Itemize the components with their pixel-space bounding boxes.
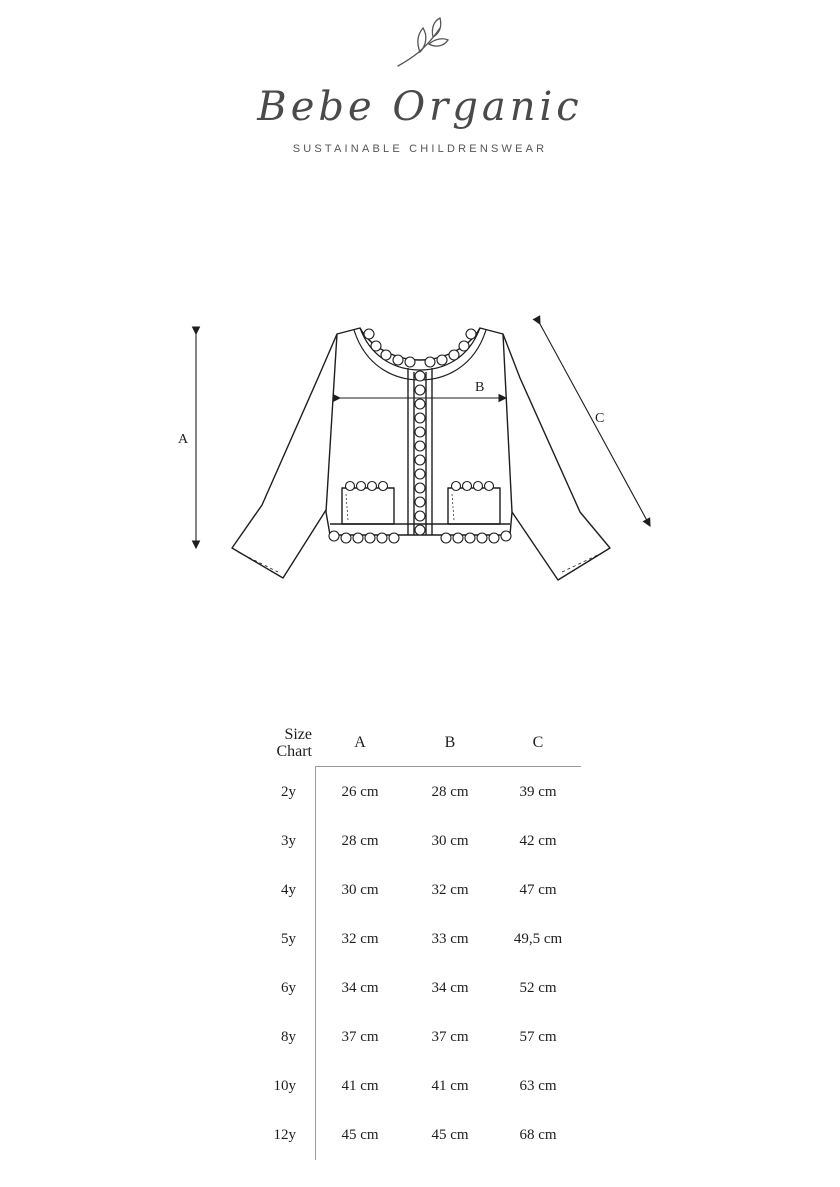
cell-b: 41 cm — [431, 1078, 469, 1094]
cell-b: 45 cm — [431, 1127, 469, 1143]
label-b: B — [475, 380, 485, 395]
leaf-sprig-icon — [398, 18, 448, 66]
label-a: A — [178, 432, 189, 447]
cell-c: 47 cm — [519, 882, 557, 898]
row-size: 2y — [281, 784, 296, 800]
cell-c: 39 cm — [519, 784, 557, 800]
table-row — [250, 833, 590, 853]
cell-b: 30 cm — [431, 833, 469, 849]
brand-tagline: SUSTAINABLE CHILDRENSWEAR — [292, 143, 548, 155]
row-size: 5y — [281, 931, 296, 947]
cell-a: 26 cm — [341, 784, 379, 800]
cell-c: 57 cm — [519, 1029, 557, 1045]
column-header-a: A — [354, 734, 366, 751]
row-size: 10y — [273, 1078, 296, 1094]
cell-b: 28 cm — [431, 784, 469, 800]
table-row — [250, 784, 590, 804]
cell-c: 63 cm — [519, 1078, 557, 1094]
row-size: 6y — [281, 980, 296, 996]
table-row — [250, 980, 590, 1000]
garment-sketch — [0, 300, 840, 620]
cell-c: 52 cm — [519, 980, 557, 996]
cell-a: 45 cm — [341, 1127, 379, 1143]
column-header-c: C — [532, 734, 544, 751]
cell-c: 49,5 cm — [513, 931, 563, 947]
row-size: 4y — [281, 882, 296, 898]
table-row — [250, 1029, 590, 1049]
cell-a: 28 cm — [341, 833, 379, 849]
table-row — [250, 931, 590, 951]
cell-b: 33 cm — [431, 931, 469, 947]
cell-c: 42 cm — [519, 833, 557, 849]
table-row — [250, 882, 590, 902]
cell-a: 37 cm — [341, 1029, 379, 1045]
column-header-b: B — [444, 734, 456, 751]
table-row — [250, 1078, 590, 1098]
cell-a: 41 cm — [341, 1078, 379, 1094]
table-row — [250, 1127, 590, 1147]
heading-line-2: Chart — [276, 743, 312, 760]
cell-a: 30 cm — [341, 882, 379, 898]
cell-c: 68 cm — [519, 1127, 557, 1143]
brand-name: Bebe Organic — [257, 84, 583, 130]
heading-line-1: Size — [284, 726, 312, 743]
label-c: C — [595, 411, 605, 426]
cell-a: 32 cm — [341, 931, 379, 947]
size-column-rule — [315, 766, 316, 1160]
size-chart-heading — [250, 726, 312, 760]
cell-b: 32 cm — [431, 882, 469, 898]
header-rule — [316, 766, 581, 767]
row-size: 12y — [273, 1127, 296, 1143]
cell-b: 37 cm — [431, 1029, 469, 1045]
left-sleeve — [232, 334, 337, 578]
cell-a: 34 cm — [341, 980, 379, 996]
row-size: 3y — [281, 833, 296, 849]
row-size: 8y — [281, 1029, 296, 1045]
right-sleeve — [503, 334, 610, 580]
cell-b: 34 cm — [431, 980, 469, 996]
